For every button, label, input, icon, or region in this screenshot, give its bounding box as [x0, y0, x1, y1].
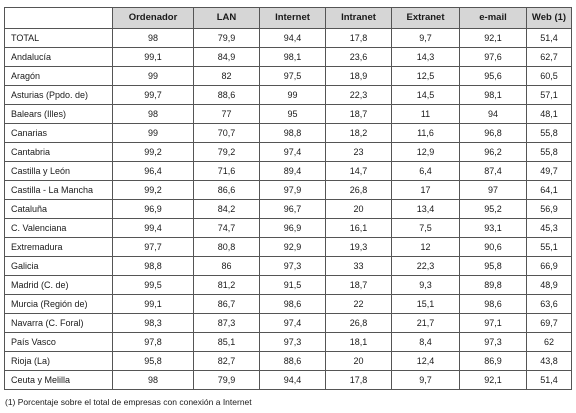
table-cell: 95,8: [460, 257, 527, 276]
table-cell: 48,1: [527, 105, 572, 124]
table-cell: 93,1: [460, 219, 527, 238]
table-cell: 71,6: [194, 162, 260, 181]
column-header: Intranet: [326, 8, 392, 29]
table-cell: 96,9: [260, 219, 326, 238]
row-label: Balears (Illes): [5, 105, 113, 124]
table-row: [5, 276, 572, 295]
table-cell: 11: [392, 105, 460, 124]
row-label: Cantabria: [5, 143, 113, 162]
row-label: País Vasco: [5, 333, 113, 352]
table-cell: 26,8: [326, 181, 392, 200]
column-header: Extranet: [392, 8, 460, 29]
table-cell: 18,7: [326, 276, 392, 295]
table-cell: 60,5: [527, 67, 572, 86]
table-header: [5, 8, 572, 29]
table-cell: 51,4: [527, 29, 572, 48]
table-cell: 92,9: [260, 238, 326, 257]
table-cell: 17,8: [326, 371, 392, 390]
table-cell: 20: [326, 352, 392, 371]
table-cell: 97: [460, 181, 527, 200]
table-row: [5, 314, 572, 333]
table-cell: 51,4: [527, 371, 572, 390]
column-header: LAN: [194, 8, 260, 29]
row-label: Castilla y León: [5, 162, 113, 181]
table-cell: 69,7: [527, 314, 572, 333]
table-row: [5, 29, 572, 48]
table-cell: 11,6: [392, 124, 460, 143]
table-cell: 86,7: [194, 295, 260, 314]
table-row: [5, 295, 572, 314]
table-cell: 20: [326, 200, 392, 219]
table-cell: 98: [113, 29, 194, 48]
table-cell: 26,8: [326, 314, 392, 333]
table-cell: 9,3: [392, 276, 460, 295]
row-label: Galicia: [5, 257, 113, 276]
table-cell: 62,7: [527, 48, 572, 67]
table-cell: 63,6: [527, 295, 572, 314]
table-row: [5, 48, 572, 67]
table-cell: 79,9: [194, 29, 260, 48]
table-cell: 12,4: [392, 352, 460, 371]
table-cell: 23: [326, 143, 392, 162]
table-cell: 96,7: [260, 200, 326, 219]
row-label: Murcia (Región de): [5, 295, 113, 314]
table-cell: 99,2: [113, 143, 194, 162]
table-cell: 6,4: [392, 162, 460, 181]
table-cell: 96,8: [460, 124, 527, 143]
table-cell: 21,7: [392, 314, 460, 333]
table-cell: 8,4: [392, 333, 460, 352]
table-row: [5, 257, 572, 276]
table-cell: 17: [392, 181, 460, 200]
table-cell: 97,8: [113, 333, 194, 352]
table-cell: 23,6: [326, 48, 392, 67]
column-header: e-mail: [460, 8, 527, 29]
footnote: (1) Porcentaje sobre el total de empresas con conexión a Internet: [5, 397, 252, 407]
table-cell: 98: [113, 105, 194, 124]
table-cell: 9,7: [392, 29, 460, 48]
table-cell: 98,6: [260, 295, 326, 314]
table-cell: 80,8: [194, 238, 260, 257]
table-cell: 18,2: [326, 124, 392, 143]
table-cell: 98,8: [113, 257, 194, 276]
table-cell: 96,4: [113, 162, 194, 181]
table-cell: 97,4: [260, 143, 326, 162]
table-row: [5, 67, 572, 86]
table-cell: 98,8: [260, 124, 326, 143]
table-cell: 98,1: [260, 48, 326, 67]
table-cell: 7,5: [392, 219, 460, 238]
table-cell: 97,4: [260, 314, 326, 333]
table-cell: 55,8: [527, 124, 572, 143]
row-label: Cataluña: [5, 200, 113, 219]
table-cell: 97,5: [260, 67, 326, 86]
table-cell: 99: [113, 67, 194, 86]
row-label: Rioja (La): [5, 352, 113, 371]
table-cell: 12,5: [392, 67, 460, 86]
table-cell: 92,1: [460, 29, 527, 48]
table-cell: 94,4: [260, 29, 326, 48]
table-cell: 98,6: [460, 295, 527, 314]
table-cell: 18,9: [326, 67, 392, 86]
table-row: [5, 352, 572, 371]
table-row: [5, 200, 572, 219]
table-cell: 97,3: [260, 257, 326, 276]
table-cell: 14,7: [326, 162, 392, 181]
table-cell: 57,1: [527, 86, 572, 105]
column-header-region: [5, 8, 113, 29]
table-cell: 79,9: [194, 371, 260, 390]
row-label: Navarra (C. Foral): [5, 314, 113, 333]
table-cell: 90,6: [460, 238, 527, 257]
column-header: Internet: [260, 8, 326, 29]
table-cell: 85,1: [194, 333, 260, 352]
row-label: C. Valenciana: [5, 219, 113, 238]
table-cell: 64,1: [527, 181, 572, 200]
row-label: Andalucía: [5, 48, 113, 67]
table-cell: 95,2: [460, 200, 527, 219]
table-cell: 99,5: [113, 276, 194, 295]
table-cell: 87,4: [460, 162, 527, 181]
table-cell: 99: [113, 124, 194, 143]
table-row: [5, 124, 572, 143]
row-label: Extremadura: [5, 238, 113, 257]
table-cell: 33: [326, 257, 392, 276]
table-cell: 17,8: [326, 29, 392, 48]
table-row: [5, 333, 572, 352]
table-cell: 86: [194, 257, 260, 276]
table-body: [5, 29, 572, 390]
table-cell: 22: [326, 295, 392, 314]
table-row: [5, 86, 572, 105]
table-cell: 95,8: [113, 352, 194, 371]
table-row: [5, 162, 572, 181]
table-cell: 48,9: [527, 276, 572, 295]
table-cell: 12: [392, 238, 460, 257]
table-cell: 96,2: [460, 143, 527, 162]
table-cell: 99,7: [113, 86, 194, 105]
row-label: TOTAL: [5, 29, 113, 48]
table-cell: 14,3: [392, 48, 460, 67]
table-cell: 98,1: [460, 86, 527, 105]
row-label: Castilla - La Mancha: [5, 181, 113, 200]
table-cell: 87,3: [194, 314, 260, 333]
table-cell: 18,7: [326, 105, 392, 124]
row-label: Asturias (Ppdo. de): [5, 86, 113, 105]
table-cell: 55,1: [527, 238, 572, 257]
table-cell: 82,7: [194, 352, 260, 371]
table-cell: 66,9: [527, 257, 572, 276]
table-header-row: [5, 8, 572, 29]
table-cell: 98,3: [113, 314, 194, 333]
table-row: [5, 238, 572, 257]
table-cell: 95: [260, 105, 326, 124]
table-cell: 77: [194, 105, 260, 124]
table-cell: 99: [260, 86, 326, 105]
table-cell: 98: [113, 371, 194, 390]
table-cell: 97,3: [260, 333, 326, 352]
table-cell: 19,3: [326, 238, 392, 257]
table-cell: 86,9: [460, 352, 527, 371]
table-cell: 97,7: [113, 238, 194, 257]
table-row: [5, 219, 572, 238]
table-cell: 9,7: [392, 371, 460, 390]
table-row: [5, 105, 572, 124]
table-cell: 56,9: [527, 200, 572, 219]
table-cell: 97,1: [460, 314, 527, 333]
table-cell: 96,9: [113, 200, 194, 219]
table-cell: 95,6: [460, 67, 527, 86]
table-cell: 97,3: [460, 333, 527, 352]
table-cell: 88,6: [194, 86, 260, 105]
table-cell: 16,1: [326, 219, 392, 238]
table-cell: 86,6: [194, 181, 260, 200]
table-cell: 97,6: [460, 48, 527, 67]
table-row: [5, 143, 572, 162]
table-cell: 18,1: [326, 333, 392, 352]
row-label: Canarias: [5, 124, 113, 143]
table-cell: 22,3: [326, 86, 392, 105]
table-cell: 74,7: [194, 219, 260, 238]
table-cell: 84,2: [194, 200, 260, 219]
table-cell: 14,5: [392, 86, 460, 105]
table-cell: 91,5: [260, 276, 326, 295]
table-cell: 88,6: [260, 352, 326, 371]
table-cell: 82: [194, 67, 260, 86]
table-cell: 81,2: [194, 276, 260, 295]
table-cell: 99,2: [113, 181, 194, 200]
table-cell: 94,4: [260, 371, 326, 390]
table-cell: 99,1: [113, 48, 194, 67]
table-cell: 99,4: [113, 219, 194, 238]
table-cell: 55,8: [527, 143, 572, 162]
table-cell: 13,4: [392, 200, 460, 219]
table-row: [5, 371, 572, 390]
table-cell: 89,8: [460, 276, 527, 295]
table-cell: 22,3: [392, 257, 460, 276]
table-cell: 15,1: [392, 295, 460, 314]
statistics-table: [4, 7, 572, 390]
table-cell: 94: [460, 105, 527, 124]
row-label: Aragón: [5, 67, 113, 86]
table-row: [5, 181, 572, 200]
table-cell: 43,8: [527, 352, 572, 371]
table-cell: 12,9: [392, 143, 460, 162]
table-cell: 99,1: [113, 295, 194, 314]
table-cell: 62: [527, 333, 572, 352]
row-label: Madrid (C. de): [5, 276, 113, 295]
column-header: Web (1): [527, 8, 572, 29]
row-label: Ceuta y Melilla: [5, 371, 113, 390]
table-cell: 70,7: [194, 124, 260, 143]
table-cell: 89,4: [260, 162, 326, 181]
table-cell: 49,7: [527, 162, 572, 181]
table-cell: 84,9: [194, 48, 260, 67]
table-cell: 92,1: [460, 371, 527, 390]
column-header: Ordenador: [113, 8, 194, 29]
table-cell: 97,9: [260, 181, 326, 200]
table-cell: 45,3: [527, 219, 572, 238]
table-cell: 79,2: [194, 143, 260, 162]
